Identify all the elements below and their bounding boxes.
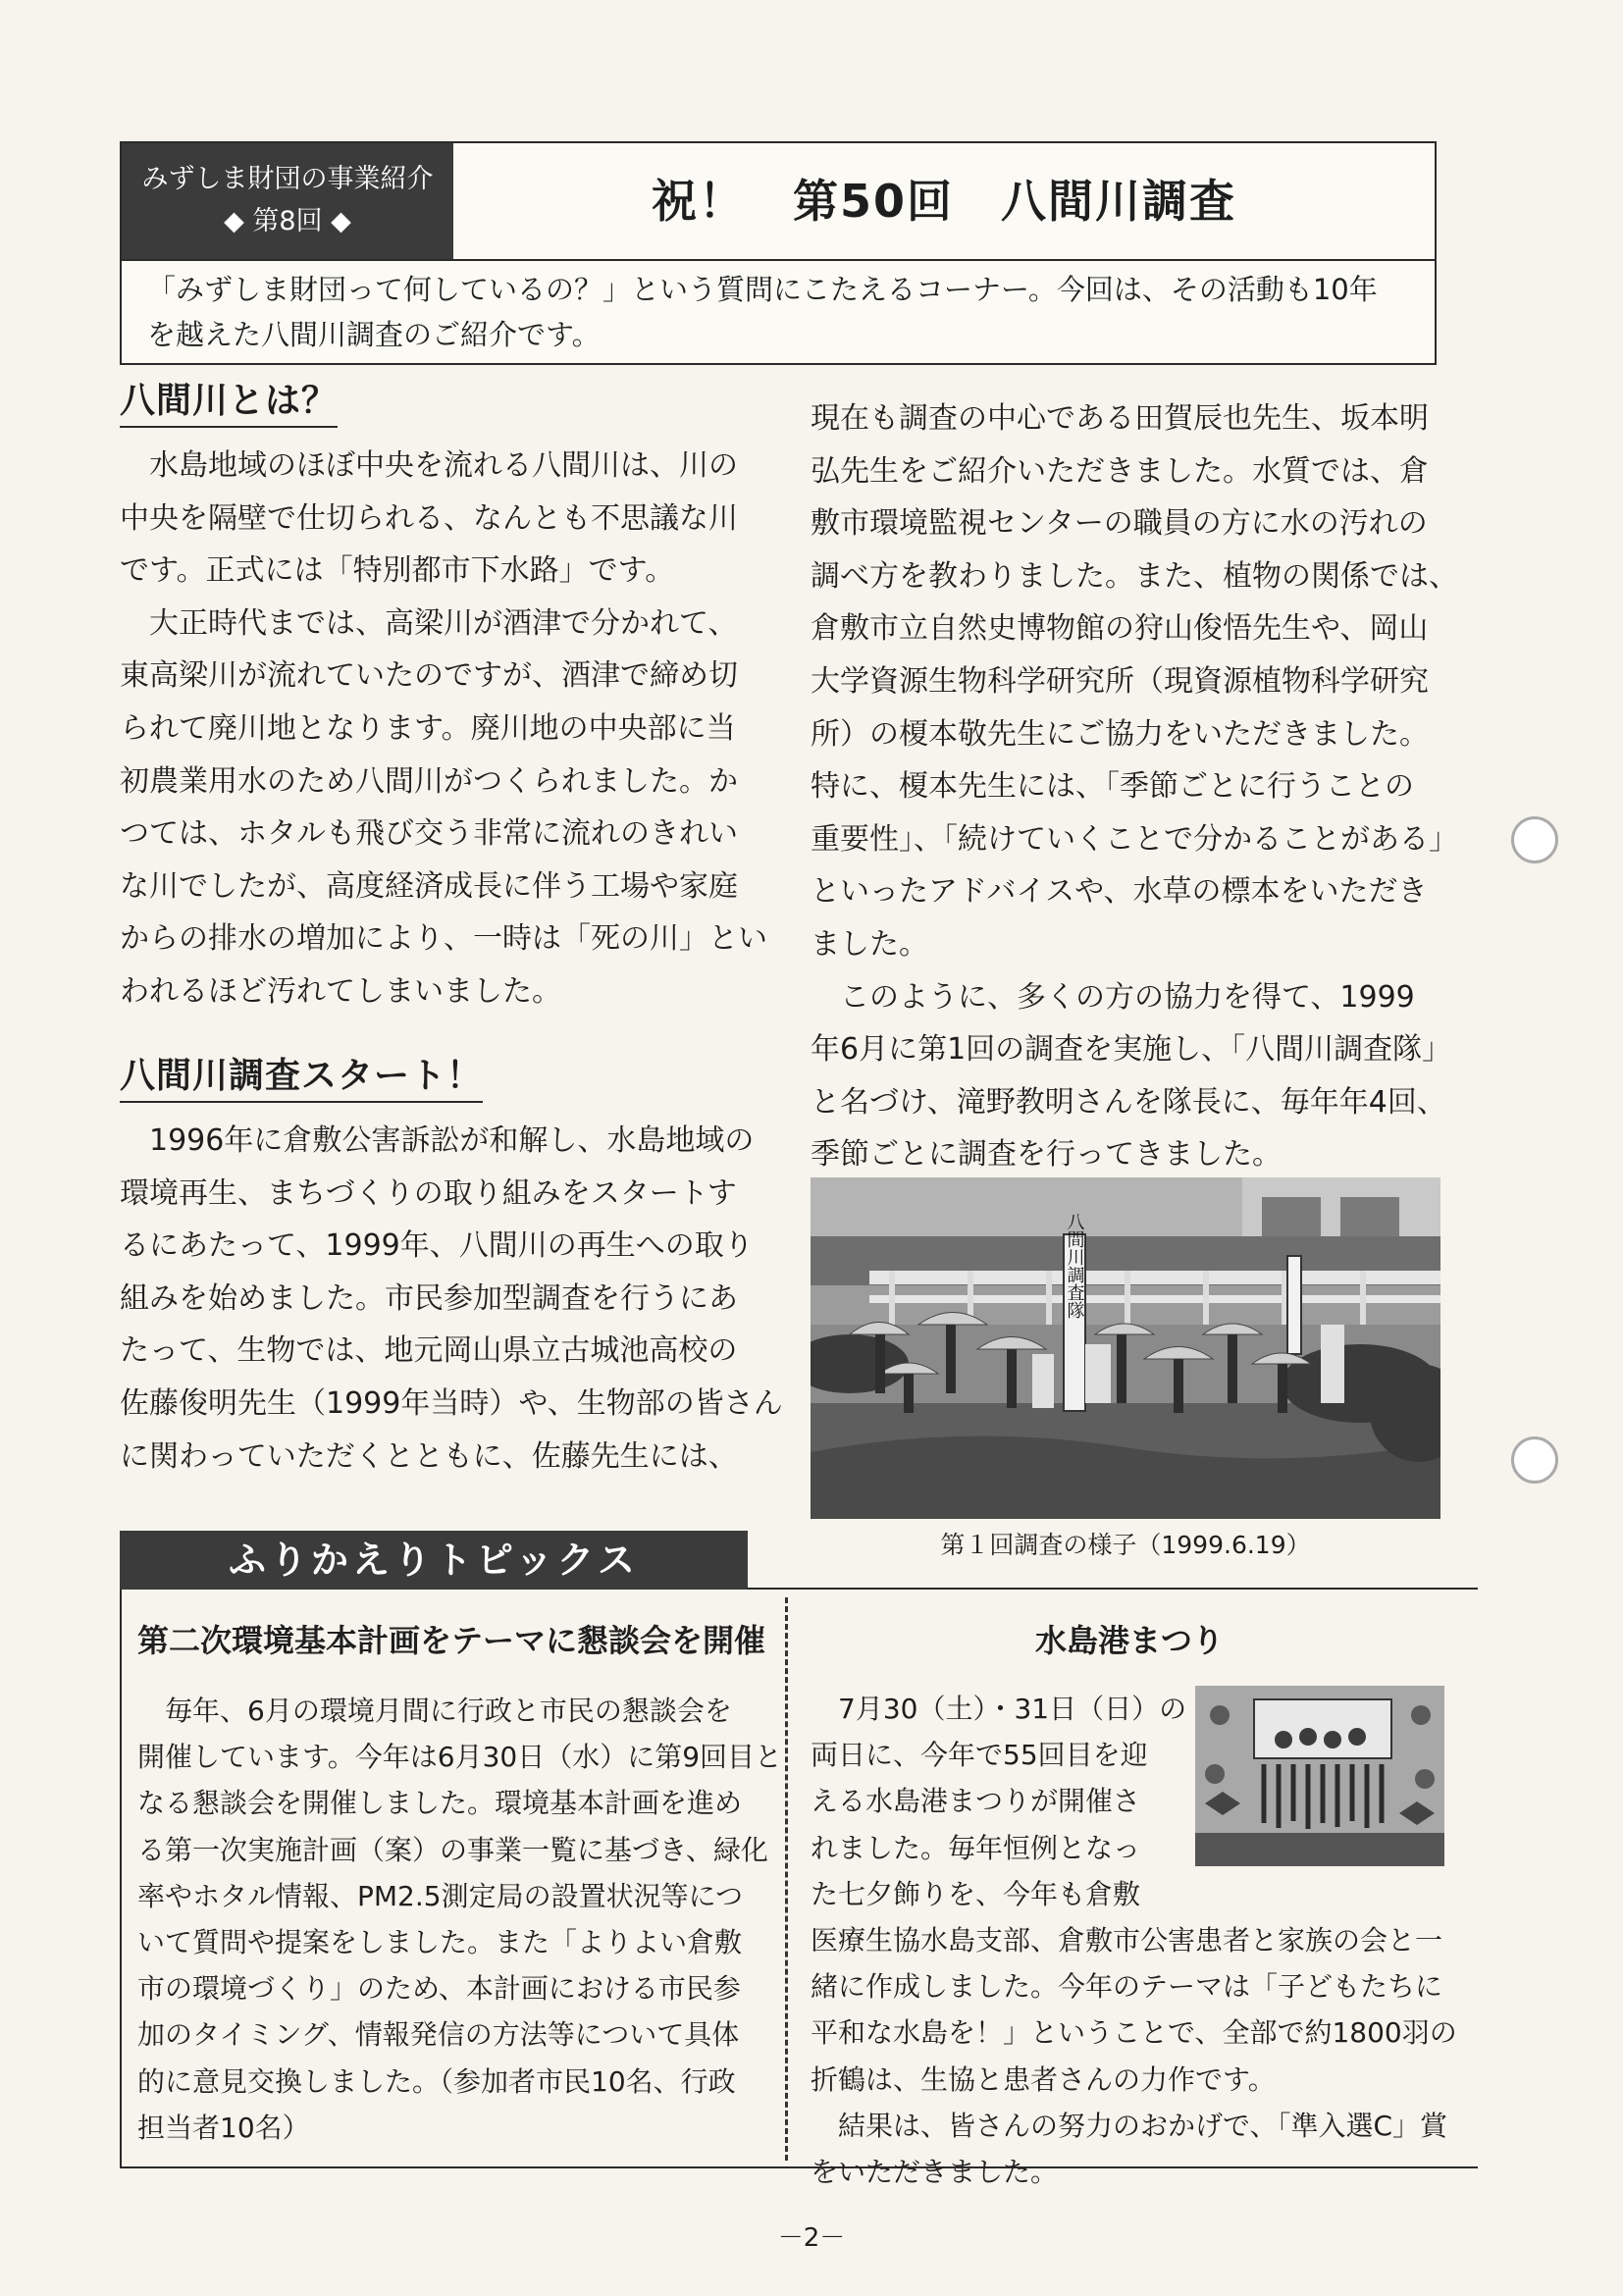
text-line: 担当者10名） [137,2111,310,2144]
intro-line: 「みずしま財団って何しているの？」という質問にこたえるコーナー。今回は、その活動も10年 [147,273,1378,306]
text-line: 中央を隔壁で仕切られる、なんとも不思議な川 [120,500,738,536]
text-line: に関わっていただくとともに、佐藤先生には、 [120,1438,738,1474]
text-line: つては、ホタルも飛び交う非常に流れのきれい [120,816,738,852]
festival-photo [1195,1686,1444,1866]
text-line: 初農業用水のため八間川がつくられました。か [120,763,738,799]
punch-hole-icon [1511,816,1558,863]
text-line: たって、生物では、地元岡山県立古城池高校の [120,1333,738,1369]
text-line: 年6月に第1回の調査を実施し、「八間川調査隊」 [811,1032,1452,1068]
text-line: 平和な水島を！」ということで、全部で約1800羽の [811,2016,1457,2050]
section-body [811,392,1458,1181]
text-line: 市の環境づくり」のため、本計画における市民参 [137,1972,741,2006]
text-line: 折鶴は、生協と患者さんの力作です。 [811,2062,1276,2096]
text-line: 緒に作成しました。今年のテーマは「子どもたちに [811,1970,1443,2004]
section-survey-start [120,1054,783,1483]
text-line: 所）の榎本敬先生にご協力をいただきました。 [811,716,1429,752]
text-line: このように、多くの方の協力を得て、1999 [811,979,1415,1015]
survey-photo-caption: 第１回調査の様子（1999.6.19） [940,1531,1311,1559]
text-line: をいただきました。 [811,2156,1059,2189]
text-line: られて廃川地となります。廃川地の中央部に当 [120,710,736,746]
text-line: 倉敷市立自然史博物館の狩山俊悟先生や、岡山 [811,611,1429,647]
text-line: るにあたって、1999年、八間川の再生への取り [120,1228,754,1264]
text-line: 毎年、6月の環境月間に行政と市民の懇談会を [137,1695,732,1727]
text-line: 7月30（土）・31日（日）の [811,1693,1187,1725]
section-body [120,440,767,1018]
series-label [122,143,453,259]
topic-heading: 第二次環境基本計画をテーマに懇談会を開催 [137,1622,766,1659]
section-continued [811,392,1458,1181]
text-line: 開催しています。今年は6月30日（水）に第9回目と [137,1741,783,1774]
text-line: 現在も調査の中心である田賀辰也先生、坂本明 [811,401,1429,436]
header-divider [122,259,1435,261]
text-line: な川でしたが、高度経済成長に伴う工場や家庭 [120,868,738,904]
text-line: からの排水の増加により、一時は「死の川」とい [120,921,767,957]
text-line: 医療生協水島支部、倉敷市公害患者と家族の会と一 [811,1924,1443,1957]
topic-heading: 水島港まつり [1034,1622,1224,1659]
text-line: れました。毎年恒例となっ [811,1831,1141,1864]
text-line: 結果は、皆さんの努力のおかげで、「準入選C」賞 [811,2109,1447,2142]
intro-text [147,267,1413,357]
section-heading: 八間川とは？ [120,379,338,428]
topics-column-divider [785,1597,788,2161]
text-line: いて質問や提案をしました。また「よりよい倉敷 [137,1926,743,1959]
topic-council-meeting [137,1619,783,2151]
text-line: 的に意見交換しました。（参加者市民10名、行政 [137,2064,736,2098]
text-line: われるほど汚れてしまいました。 [120,973,561,1009]
text-line: 水島地域のほぼ中央を流れる八間川は、川の [120,448,738,483]
text-line: た七夕飾りを、今年も倉敷 [811,1877,1141,1910]
text-line: える水島港まつりが開催さ [811,1785,1141,1818]
intro-line: を越えた八間川調査のご紹介です。 [147,318,601,351]
text-line: ました。 [811,926,928,962]
section-heading: 八間川調査スタート！ [120,1054,483,1103]
text-line: 両日に、今年で55回目を迎 [811,1739,1148,1772]
topics-banner: ふりかえりトピックス [120,1531,748,1590]
punch-hole-icon [1511,1436,1558,1484]
text-line: 重要性」、「続けていくことで分かることがある」 [811,821,1458,857]
text-line: 組みを始めました。市民参加型調査を行うにあ [120,1280,738,1316]
text-line: 季節ごとに調査を行ってきました。 [811,1137,1282,1173]
text-line: 加のタイミング、情報発信の方法等について具体 [137,2018,740,2052]
text-line: 大学資源生物科学研究所（現資源植物科学研究 [811,663,1429,699]
feature-header-box [120,141,1437,365]
text-line: 弘先生をご紹介いただきました。水質では、倉 [811,453,1429,489]
text-line: です。正式には「特別都市下水路」です。 [120,553,675,589]
text-line: 率やホタル情報、PM2.5測定局の設置状況等につ [137,1879,744,1912]
text-line: 大正時代までは、高梁川が酒津で分かれて、 [120,605,738,641]
text-line: と名づけ、滝野教明さんを隊長に、毎年年4回、 [811,1084,1446,1120]
text-line: 東高梁川が流れていたのですが、酒津で締め切 [120,658,738,694]
page-title: 祝！ 第50回 八間川調査 [651,175,1236,228]
survey-photo-illustration [811,1177,1440,1519]
text-line: 環境再生、まちづくりの取り組みをスタートす [120,1175,737,1211]
topic-body [137,1688,783,2151]
section-body [120,1115,783,1483]
page-number: －2－ [777,2223,846,2253]
text-line: なる懇談会を開催しました。環境基本計画を進め [137,1787,743,1820]
text-line: といったアドバイスや、水草の標本をいただき [811,874,1428,910]
text-line: 敷市環境監視センターの職員の方に水の汚れの [811,506,1428,542]
text-line: 佐藤俊明先生（1999年当時）や、生物部の皆さん [120,1385,783,1421]
text-line: る第一次実施計画（案）の事業一覧に基づき、緑化 [137,1833,768,1866]
text-line: 調べ方を教わりました。また、植物の関係では、 [811,558,1458,594]
festival-photo-illustration [1195,1686,1444,1866]
survey-photo [811,1177,1440,1519]
series-label-line2: ◆ 第8回 ◆ [224,206,351,236]
survey-banner-text: 八間川調査隊 [1064,1213,1085,1319]
text-line: 特に、榎本先生には、「季節ごとに行うことの [811,769,1414,805]
text-line: 1996年に倉敷公害訴訟が和解し、水島地域の [120,1123,755,1158]
section-what-is-hachikengawa [120,379,767,1018]
series-label-line1: みずしま財団の事業紹介 [141,164,434,194]
